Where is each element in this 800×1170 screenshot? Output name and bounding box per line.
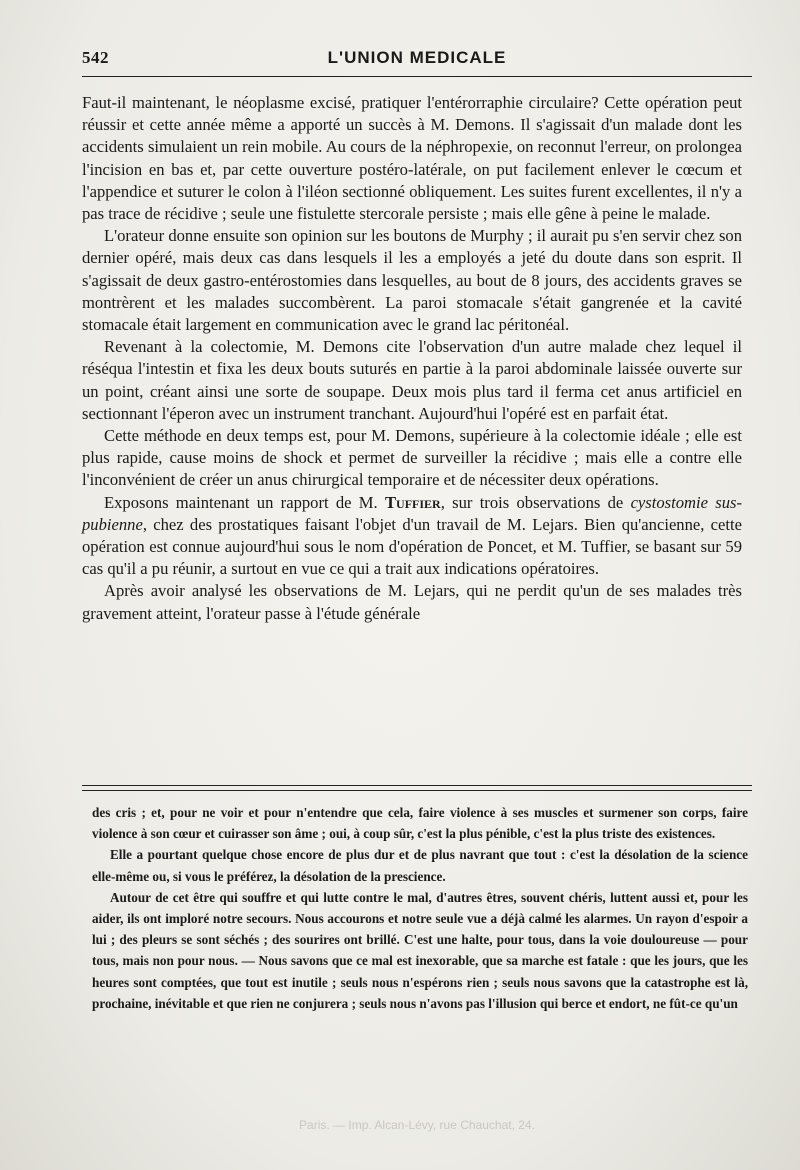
footnote-rule bbox=[82, 785, 752, 791]
paragraph: Faut-il maintenant, le néoplasme excisé, pratiquer l'entérorraphie circulaire? Cette opération peut réussir et cette année même a apporté un succès à M. Demons. Il s'agissait d'un malade dont les accidents simulaient un rein mobile. Au cours de la néphropexie, on reconnut l'erreur, on prolongea l'incision en bas et, par cette ouverture postéro-latérale, on put facilement enlever le cœcum et l'appendice et suturer le colon à l'iléon sectionné obliquement. Les suites furent excellentes, il n'y a pas trace de récidive ; seule une fistulette stercorale persiste ; mais elle gêne à peine le malade. bbox=[82, 93, 742, 224]
journal-title: L'UNION MEDICALE bbox=[327, 48, 507, 67]
page-number: 542 bbox=[82, 48, 109, 67]
footnote-paragraph: des cris ; et, pour ne voir et pour n'entendre que cela, faire violence à ses muscles et surmener son corps, faire violence à son cœur et cuirasser son âme ; oui, à coup sûr, c'est la plus pénible, c'est la plus triste des existences. bbox=[92, 805, 748, 842]
paragraph-text: Exposons maintenant un rapport de M. bbox=[104, 492, 385, 512]
paragraph: Après avoir analysé les observations de M. Lejars, qui ne perdit qu'un de ses malades très gravement atteint, l'orateur passe à l'étude générale bbox=[82, 581, 742, 623]
author-name: Tuffier bbox=[384, 492, 441, 512]
paragraph-text: , sur trois observations de bbox=[440, 492, 631, 512]
main-text bbox=[82, 92, 742, 625]
italic-term: cystostomie sus-pubienne bbox=[82, 492, 742, 534]
footnote-paragraph: Elle a pourtant quelque chose encore de plus dur et de plus navrant que tout : c'est la désolation de la science elle-même ou, si vous le préférez, la désolation de la prescience. bbox=[92, 847, 748, 884]
paragraph-text: , chez des prostatiques faisant l'objet d'un travail de M. Lejars. Bien qu'ancienne, cette opération est connue aujourd'hui sous le nom d'opération de Poncet, et M. Tuffier, se basant sur 59 cas qu'il a pu réunir, a surtout en vue ce qui a trait aux indications opératoires. bbox=[82, 514, 742, 579]
running-header bbox=[82, 48, 752, 72]
paragraph: L'orateur donne ensuite son opinion sur les boutons de Murphy ; il aurait pu s'en servir chez son dernier opéré, mais deux cas dans lesquels il les a employés a jeté du doute dans son esprit. Il s'agissait de deux gastro-entérostomies dans lesquelles, au bout de 8 jours, des accidents graves se montrèrent et les malades succombèrent. La paroi stomacale s'était gangrenée et la cavité stomacale était largement en communication avec le grand lac péritonéal. bbox=[82, 226, 742, 335]
footnote bbox=[92, 802, 748, 1014]
header-rule bbox=[82, 76, 752, 77]
printer-line: Paris. — Imp. Alcan-Lévy, rue Chauchat, 24. bbox=[299, 1118, 535, 1132]
paragraph: Revenant à la colectomie, M. Demons cite l'observation d'un autre malade chez lequel il réséqua l'intestin et fixa les deux bouts suturés en partie à la paroi abdominale laissée ouverte sur un point, créant ainsi une sorte de soupape. Deux mois plus tard il ferma cet anus artificiel en sectionnant l'éperon avec un instrument tranchant. Aujourd'hui l'opéré est en parfait état. bbox=[82, 337, 742, 423]
paragraph bbox=[82, 492, 742, 581]
footnote-paragraph: Autour de cet être qui souffre et qui lutte contre le mal, d'autres êtres, souvent chéris, luttent aussi et, pour les aider, ils ont imploré notre secours. Nous accourons et notre seule vue a déjà calmé les alarmes. Un rayon d'espoir a lui ; des pleurs se sont séchés ; des sourires ont brillé. C'est une halte, pour tous, dans la voie douloureuse — pour tous, mais non pour nous. — Nous savons que ce mal est inexorable, que sa marche est fatale : que les jours, que les heures sont comptées, que tout est inutile ; seuls nous n'espérons rien ; seuls nous savons que la catastrophe est là, prochaine, inévitable et que rien ne conjurera ; seuls nous n'avons pas l'illusion qui berce et endort, ne fût-ce qu'un bbox=[92, 889, 748, 1011]
paragraph: Cette méthode en deux temps est, pour M. Demons, supérieure à la colectomie idéale ; elle est plus rapide, cause moins de shock et permet de surveiller la récidive ; mais elle a contre elle l'inconvénient de créer un anus chirurgical temporaire et de nécessiter deux opérations. bbox=[82, 426, 742, 490]
